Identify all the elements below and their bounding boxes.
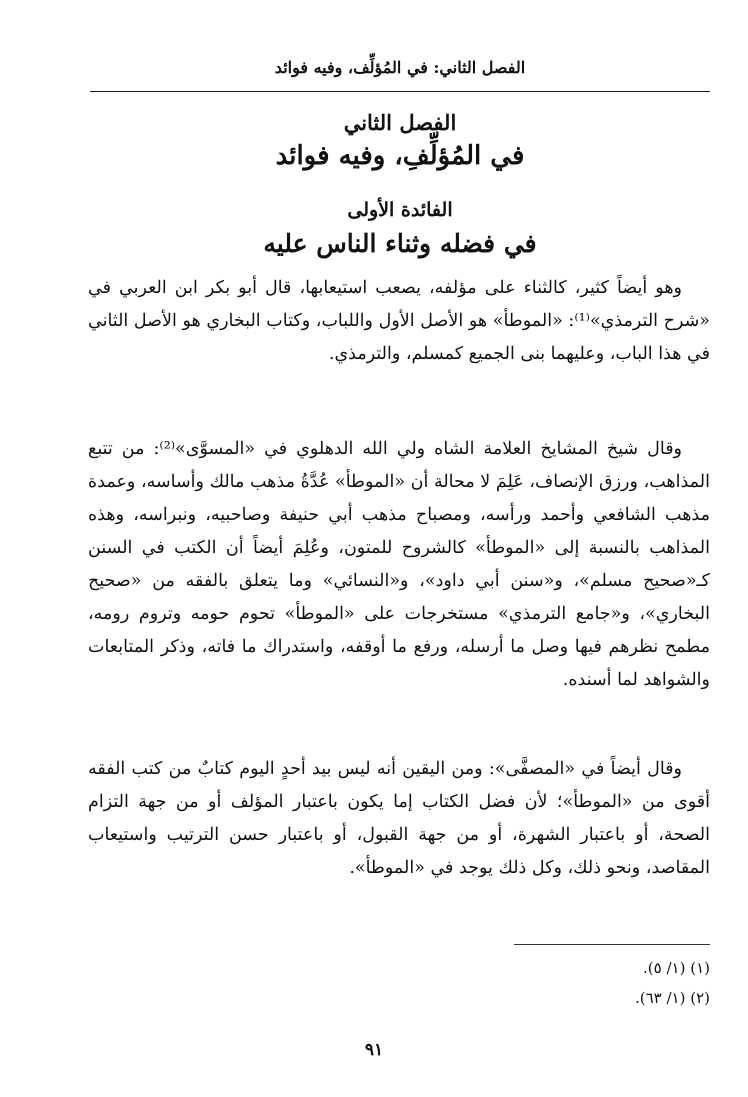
chapter-label: الفصل الثاني <box>343 110 457 135</box>
body-paragraph-3: وقال أيضاً في «المصفَّى»: ومن اليقين أنه ليس بيد أحدٍ اليوم كتابٌ من كتب الفقه أقوى من «الموطأ»؛ لأن فضل الكتاب إما يكون باعتبار المؤلف أو من جهة التزام الصحة، أو باعتبار الشهرة، أو من جهة القبول، أو باعتبار حسن الترتيب واستيعاب المقاصد، ونحو ذلك، وكل ذلك يوجد في «الموطأ». <box>88 759 710 878</box>
footnote-divider <box>514 944 710 945</box>
chapter-title: في المُؤلِّفِ، وفيه فوائد <box>275 141 525 171</box>
section-title: في فضله وثناء الناس عليه <box>263 229 537 258</box>
section-label: الفائدة الأولى <box>347 199 453 221</box>
running-header: الفصل الثاني: في المُؤلِّف، وفيه فوائد <box>274 58 526 77</box>
page-number: ٩١ <box>364 1040 384 1060</box>
footnote-1: (١) (١/ ٥). <box>643 959 710 977</box>
body-paragraph-2: وقال شيخ المشايخ العلامة الشاه ولي الله الدهلوي في «المسوَّى»⁽²⁾: من تتبع المذاهب، ورزق الإنصاف، عَلِمَ لا محالة أن «الموطأ» عُدَّةُ مذهب مالك وأساسه، وعمدة مذهب الشافعي وأحمد ورأسه، ومصباح مذهب أبي حنيفة وصاحبيه، ونبراسه، وهذه المذاهب بالنسبة إلى «الموطأ» كالشروح للمتون، وعُلِمَ أيضاً أن الكتب في السنن كـ«صحيح مسلم»، و«سنن أبي داود»، و«النسائي» وما يتعلق بالفقه من «صحيح البخاري»، و«جامع الترمذي» مستخرجات على «الموطأ» تحوم حومه وتروم رومه، مطمح نظرهم فيها وصل ما أرسله، ورفع ما أوقفه، واستدراك ما فاته، وذكر المتابعات والشواهد لما أسنده. <box>88 439 710 690</box>
footnote-2: (٢) (١/ ٦٣). <box>634 989 710 1007</box>
body-paragraph-1: وهو أيضاً كثير، كالثناء على مؤلفه، يصعب استيعابها، قال أبو بكر ابن العربي في «شرح الترمذي»⁽¹⁾: «الموطأ» هو الأصل الأول واللباب، وكتاب البخاري هو الأصل الثاني في هذا الباب، وعليهما بنى الجميع كمسلم، والترمذي. <box>88 278 710 364</box>
header-divider <box>90 91 710 92</box>
